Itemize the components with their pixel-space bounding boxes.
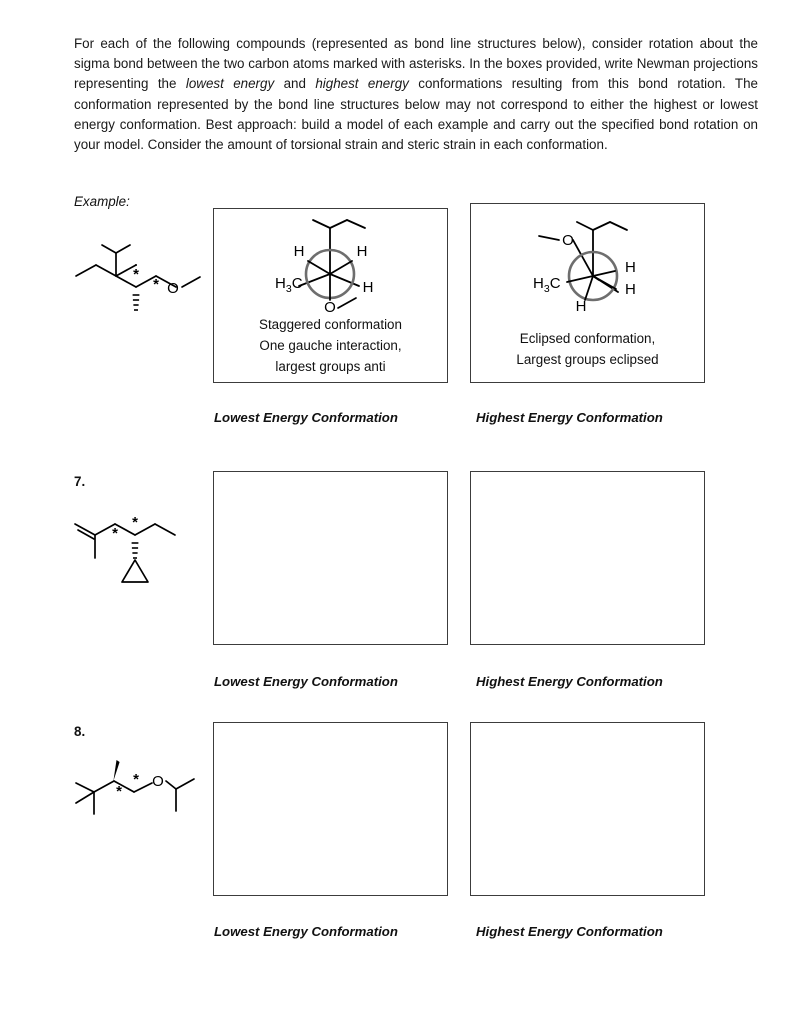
problem-8-lowest-energy-caption: Lowest Energy Conformation (214, 924, 398, 939)
staggered-text-line-2: One gauche interaction, (259, 338, 402, 353)
staggered-label-h-lower-right: H (362, 279, 374, 296)
problem-8-asterisk-2: * (133, 771, 139, 788)
example-bond-line-structure (70, 240, 205, 320)
eclipsed-label-oxygen: O (562, 232, 574, 249)
problem-7-highest-energy-box[interactable] (470, 471, 705, 645)
example-highest-energy-description (470, 328, 705, 370)
staggered-label-h-upper-right: H (356, 243, 368, 260)
staggered-text-line-3: largest groups anti (275, 359, 386, 374)
problem-8-wedge-methyl (113, 760, 119, 781)
row-label-problem-8: 8. (74, 724, 86, 739)
example-asterisk-1: * (133, 266, 139, 283)
example-lowest-energy-description (213, 314, 448, 377)
eclipsed-label-h-right-upper: H (625, 259, 636, 276)
instructions-paragraph (74, 34, 758, 155)
problem-8-oxygen-label: O (152, 773, 164, 790)
example-lowest-energy-caption: Lowest Energy Conformation (214, 410, 398, 425)
example-oxygen-label: O (167, 280, 179, 297)
staggered-label-oxygen: O (324, 299, 336, 316)
row-label-problem-7: 7. (74, 474, 86, 489)
problem-8-asterisk-1: * (116, 783, 122, 800)
example-highest-energy-caption: Highest Energy Conformation (476, 410, 663, 425)
instructions-emphasis-highest: highest energy (315, 76, 409, 92)
eclipsed-label-h-right-lower: H (625, 281, 636, 298)
staggered-label-methyl: $H_3C$ (275, 275, 303, 295)
example-asterisk-2: * (153, 276, 159, 293)
problem-8-highest-energy-caption: Highest Energy Conformation (476, 924, 663, 939)
staggered-label-h-upper-left: H (293, 243, 305, 260)
problem-7-asterisk-1: * (112, 525, 118, 542)
row-label-example: Example: (74, 194, 130, 209)
problem-8-bond-line-structure (72, 756, 197, 826)
staggered-text-line-1: Staggered conformation (259, 317, 402, 332)
staggered-newman-projection (255, 216, 405, 321)
problem-7-lowest-energy-box[interactable] (213, 471, 448, 645)
problem-7-bond-line-structure (72, 508, 187, 588)
instructions-part2: and (274, 76, 316, 92)
problem-7-asterisk-2: * (132, 514, 138, 531)
eclipsed-label-methyl: $H_3C$ (533, 275, 561, 295)
instructions-part3: conformations resulting from this bond rotation. The conformation represented by the bond line structures below may not correspond to either the highest or lowest energy conformation. Best approach: build a model of each example and carry out the specified bond rotation on your model. Consider the amount of torsional strain and steric strain in each conformation. (74, 76, 759, 153)
instructions-emphasis-lowest: lowest energy (185, 76, 275, 92)
problem-8-lowest-energy-box[interactable] (213, 722, 448, 896)
eclipsed-newman-projection (515, 216, 670, 316)
eclipsed-text-line-1: Eclipsed conformation, (519, 331, 656, 346)
problem-7-lowest-energy-caption: Lowest Energy Conformation (214, 674, 398, 689)
problem-7-highest-energy-caption: Highest Energy Conformation (476, 674, 663, 689)
problem-8-highest-energy-box[interactable] (470, 722, 705, 896)
eclipsed-text-line-2: Largest groups eclipsed (516, 352, 659, 367)
eclipsed-label-h-bottom: H (575, 298, 587, 315)
instructions-part1: For each of the following compounds (represented as bond line structures below), consider rotation about the sigma bond between the two carbon atoms marked with asterisks. In the boxes provided, write Newman projections representing the (74, 36, 759, 92)
